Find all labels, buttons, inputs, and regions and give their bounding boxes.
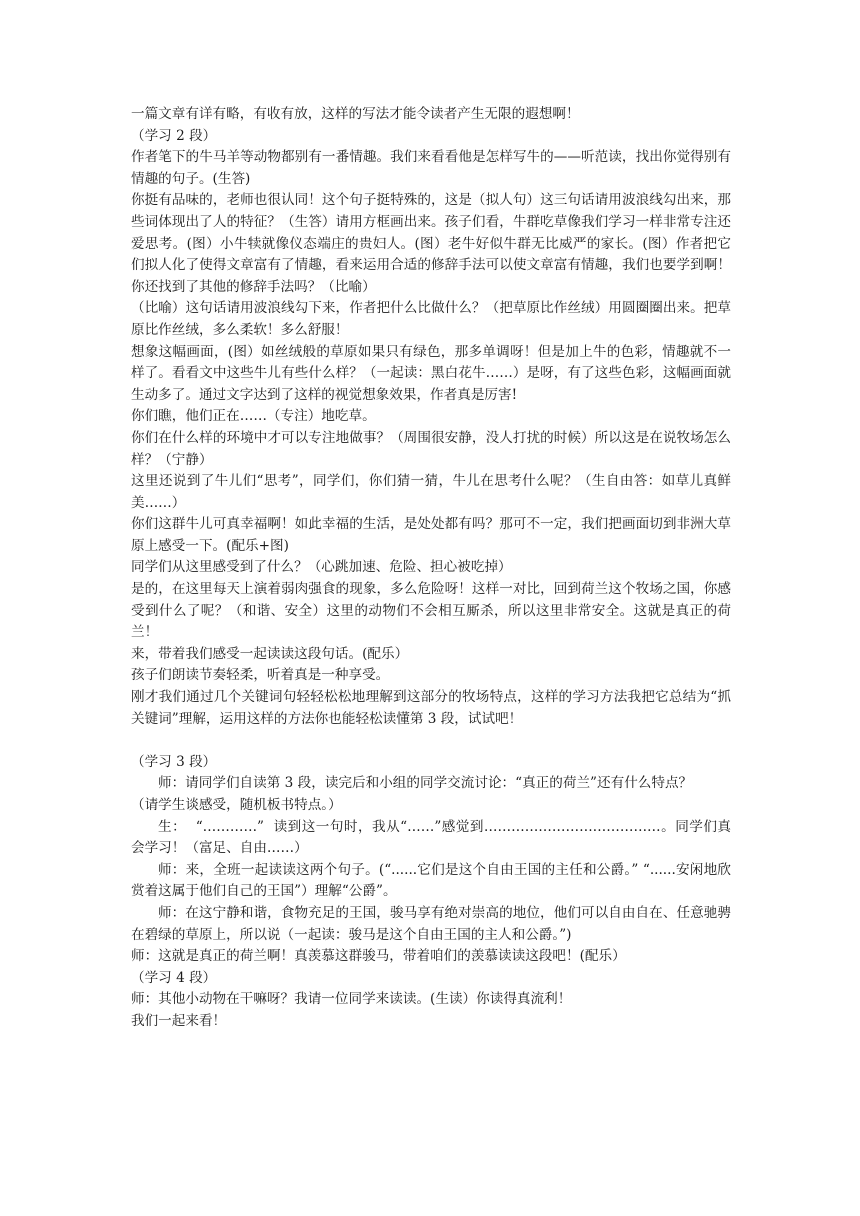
section-heading: （学习 2 段） — [131, 127, 217, 144]
paragraph: 是的，在这里每天上演着弱肉强食的现象，多么危险呀！这样一对比，回到荷兰这个牧场之国，你感受到什么了呢？（和谐、安全）这里的动物们不会相互厮杀，所以这里非常安全。这就是真正的荷兰！ — [131, 581, 731, 641]
paragraph: 生： “…………” 读到这一句时，我从“……”感觉到…………………………………。同学们真会学习！（富足、自由……） — [131, 818, 731, 857]
paragraph: 作者笔下的牛马羊等动物都别有一番情趣。我们来看看他是怎样写牛的——听范读，找出你觉得别有情趣的句子。(生答) — [131, 149, 731, 187]
paragraph: 师：在这宁静和谐，食物充足的王国，骏马享有绝对崇高的地位，他们可以自由自在、任意驰骋在碧绿的草原上，所以说（一起读：骏马是这个自由王国的主人和公爵。”) — [131, 904, 731, 943]
paragraph: 师：来，全班一起读读这两个句子。(“......它们是这个自由王国的主任和公爵。” “......安闲地欣赏着这属于他们自己的王国”）理解“公爵”。 — [131, 861, 731, 900]
blank-line — [131, 730, 731, 752]
document-body — [131, 104, 731, 1033]
section-heading: （学习 4 段） — [131, 969, 217, 986]
paragraph: （比喻）这句话请用波浪线勾下来，作者把什么比做什么？（把草原比作丝绒）用圆圈圈出来。把草原比作丝绒，多么柔软！多么舒服！ — [131, 300, 731, 338]
paragraph: 一篇文章有详有略，有收有放，这样的写法才能令读者产生无限的遐想啊！ — [131, 106, 580, 122]
paragraph: 师：其他小动物在干嘛呀？我请一位同学来读读。(生读）你读得真流利！ — [131, 991, 572, 1008]
paragraph: 我们一起来看！ — [131, 1012, 227, 1029]
paragraph: 你们这群牛儿可真幸福啊！如此幸福的生活，是处处都有吗？那可不一定，我们把画面切到非洲大草原上感受一下。(配乐+图) — [131, 516, 731, 554]
paragraph: 你们瞧，他们正在……（专注）地吃草。 — [131, 408, 376, 425]
paragraph: 师：请同学们自读第 3 段，读完后和小组的同学交流讨论：“真正的荷兰”还有什么特点？ — [158, 775, 693, 792]
paragraph: 这里还说到了牛儿们“思考”，同学们，你们猜一猜，牛儿在思考什么呢？（生自由答：如草儿真鲜美……） — [131, 473, 731, 511]
paragraph: 刚才我们通过几个关键词句轻轻松松地理解到这部分的牧场特点，这样的学习方法我把它总结为“抓关键词”理解，运用这样的方法你也能轻松读懂第 3 段，试试吧！ — [131, 689, 731, 727]
paragraph: 同学们从这里感受到了什么？（心跳加速、危险、担心被吃掉） — [131, 559, 512, 576]
paragraph: （请学生谈感受，随机板书特点。） — [131, 797, 342, 813]
paragraph: 你们在什么样的环境中才可以专注地做事？（周围很安静，没人打扰的时候）所以这是在说牧场怎么样？（宁静） — [131, 429, 731, 468]
paragraph: 师：这就是真正的荷兰啊！真羡慕这群骏马，带着咱们的羡慕读读这段吧！(配乐） — [131, 948, 626, 965]
paragraph: 来，带着我们感受一起读读这段句话。(配乐） — [131, 645, 409, 662]
paragraph: 想象这幅画面，(图）如丝绒般的草原如果只有绿色，那多单调呀！但是加上牛的色彩，情趣就不一样了。看看文中这些牛儿有些什么样？（一起读：黑白花牛……）是呀，有了这些色彩，这幅画面就生动多了。通过文字达到了这样的视觉想象效果，作者真是厉害! — [131, 343, 731, 403]
paragraph: 你挺有品味的，老师也很认同！这个句子挺特殊的，这是（拟人句）这三句话请用波浪线勾出来，那些词体现出了人的特征？（生答）请用方框画出来。孩子们看，牛群吃草像我们学习一样非常专注还爱思考。(图）小牛犊就像仪态端庄的贵妇人。(图）老牛好似牛群无比威严的家长。(图）作者把它们拟人化了使得文章富有了情趣，看来运用合适的修辞手法可以使文章富有情趣，我们也要学到啊！你还找到了其他的修辞手法吗？（比喻） — [131, 192, 731, 295]
paragraph: 孩子们朗读节奏轻柔，听着真是一种享受。 — [131, 667, 390, 684]
section-heading: （学习 3 段） — [131, 753, 217, 770]
